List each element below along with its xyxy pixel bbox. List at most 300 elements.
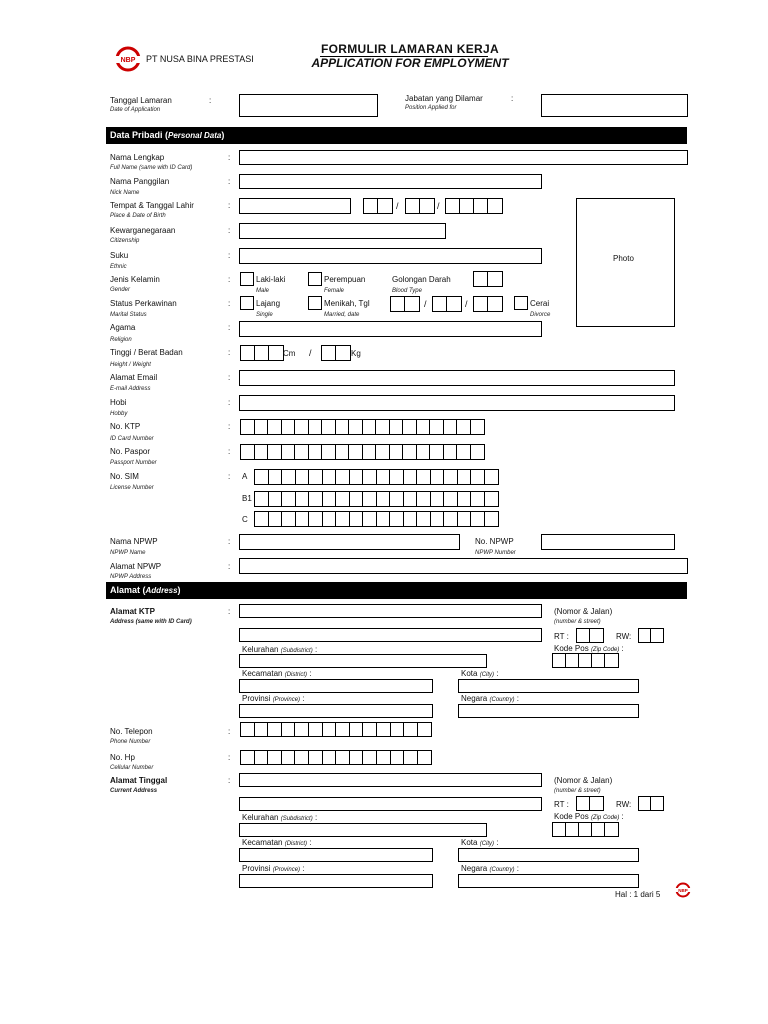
digit-cell[interactable] — [390, 420, 404, 434]
digit-cell[interactable] — [309, 420, 323, 434]
digit-cell[interactable] — [282, 445, 296, 459]
cur-rw-label: RW: — [616, 800, 632, 809]
colon: : — [228, 153, 231, 162]
digit-cell[interactable] — [488, 297, 502, 311]
digit-cell[interactable] — [433, 297, 447, 311]
digit-cell[interactable] — [592, 823, 605, 836]
digit-cell[interactable] — [255, 751, 269, 764]
ktp-country-input[interactable] — [458, 704, 639, 718]
digit-cell[interactable] — [474, 199, 488, 213]
ktp-rt-cells[interactable] — [576, 628, 604, 643]
npwp-addr-input[interactable] — [239, 558, 688, 574]
blood-sub: Blood Type — [392, 288, 422, 294]
digit-cell[interactable] — [431, 470, 445, 484]
digit-cell[interactable] — [363, 492, 377, 506]
slash: / — [465, 299, 468, 309]
digit-cell[interactable] — [460, 199, 474, 213]
digit-cell[interactable] — [241, 445, 255, 459]
ktp-rw-cells[interactable] — [638, 628, 664, 643]
digit-cell[interactable] — [268, 751, 282, 764]
cur-rw-cells[interactable] — [638, 796, 664, 811]
email-label: Alamat Email — [110, 373, 158, 382]
marital-label: Status Perkawinan — [110, 299, 177, 308]
digit-cell[interactable] — [417, 470, 431, 484]
nick-input[interactable] — [239, 174, 542, 189]
blood-cells[interactable] — [473, 271, 503, 287]
digit-cell[interactable] — [309, 492, 323, 506]
sim-c-label: C — [242, 515, 248, 524]
full-name-label: Nama Lengkap — [110, 153, 165, 162]
digit-cell[interactable] — [363, 445, 377, 459]
digit-cell[interactable] — [390, 512, 404, 526]
digit-cell[interactable] — [296, 470, 310, 484]
digit-cell[interactable] — [376, 420, 390, 434]
digit-cell[interactable] — [447, 297, 461, 311]
ktp-city-input[interactable] — [458, 679, 639, 693]
cur-zip-label: Kode Pos (Zip Code) : — [554, 812, 624, 821]
digit-cell[interactable] — [430, 445, 444, 459]
digit-cell[interactable] — [485, 512, 499, 526]
male-sub: Male — [256, 288, 270, 294]
digit-cell[interactable] — [404, 723, 418, 736]
npwp-name-input[interactable] — [239, 534, 460, 550]
cur-zip-cells[interactable] — [552, 822, 619, 837]
prov-label: Provinsi (Province) : — [242, 694, 305, 703]
digit-cell[interactable] — [471, 470, 485, 484]
digit-cell[interactable] — [269, 492, 283, 506]
digit-cell[interactable] — [336, 751, 350, 764]
digit-cell[interactable] — [420, 199, 434, 213]
digit-cell[interactable] — [579, 654, 592, 667]
female-checkbox[interactable] — [308, 272, 322, 286]
birth-place-input[interactable] — [239, 198, 351, 214]
ktp-zip-cells[interactable] — [552, 653, 619, 668]
digit-cell[interactable] — [391, 297, 405, 311]
cur-kec-input[interactable] — [239, 848, 433, 862]
cur-kec-label: Kecamatan (District) : — [242, 838, 312, 847]
cur-country-sub: (Country) — [489, 867, 515, 873]
digit-cell[interactable] — [446, 199, 460, 213]
digit-cell[interactable] — [322, 346, 336, 360]
npwp-no-input[interactable] — [541, 534, 675, 550]
digit-cell[interactable] — [417, 492, 431, 506]
digit-cell[interactable] — [377, 470, 391, 484]
digit-cell[interactable] — [269, 470, 283, 484]
digit-cell[interactable] — [417, 445, 431, 459]
digit-cell[interactable] — [444, 445, 458, 459]
colon: : — [511, 94, 514, 103]
cur-zip-sub: (Zip Code) — [590, 815, 620, 821]
colon: : — [228, 299, 231, 308]
ktp-kec-input[interactable] — [239, 679, 433, 693]
hobby-input[interactable] — [239, 395, 675, 411]
full-name-sub: Full Name (same with ID Card) — [110, 165, 193, 171]
position-input[interactable] — [541, 94, 688, 117]
kel-label: Kelurahan (Subdistrict) : — [242, 645, 318, 654]
cur-prov-sub: (Province) — [272, 867, 301, 873]
colon: : — [228, 562, 231, 571]
colon: : — [228, 472, 231, 481]
digit-cell[interactable] — [404, 470, 418, 484]
nick-sub: Nick Name — [110, 190, 140, 196]
digit-cell[interactable] — [309, 512, 323, 526]
married-label: Menikah, Tgl — [324, 299, 370, 308]
position-sub: Position Applied for — [405, 105, 457, 111]
digit-cell[interactable] — [605, 823, 618, 836]
digit-cell[interactable] — [391, 751, 405, 764]
digit-cell[interactable] — [444, 470, 458, 484]
single-label: Lajang — [256, 299, 281, 308]
digit-cell[interactable] — [444, 420, 458, 434]
digit-cell[interactable] — [295, 723, 309, 736]
birth-day-cells[interactable] — [363, 198, 393, 214]
digit-cell[interactable] — [241, 751, 255, 764]
section-personal: Data Pribadi (Personal Data) — [106, 127, 687, 144]
digit-cell[interactable] — [391, 723, 405, 736]
digit-cell[interactable] — [336, 492, 350, 506]
footer-logo — [674, 882, 692, 898]
digit-cell[interactable] — [377, 751, 391, 764]
digit-cell[interactable] — [309, 470, 323, 484]
digit-cell[interactable] — [418, 723, 432, 736]
digit-cell[interactable] — [377, 492, 391, 506]
divorce-label: Cerai — [530, 299, 550, 308]
married-year-cells[interactable] — [473, 296, 503, 312]
digit-cell[interactable] — [377, 723, 391, 736]
digit-cell[interactable] — [431, 492, 445, 506]
digit-cell[interactable] — [474, 272, 488, 286]
digit-cell[interactable] — [282, 470, 296, 484]
sim-label: No. SIM — [110, 472, 139, 481]
single-checkbox[interactable] — [240, 296, 254, 310]
religion-input[interactable] — [239, 321, 542, 337]
digit-cell[interactable] — [553, 823, 566, 836]
digit-cell[interactable] — [336, 512, 350, 526]
npwp-no-label: No. NPWP — [475, 537, 514, 546]
colon: : — [209, 96, 212, 105]
country-sub: (Country) — [489, 697, 515, 703]
page-number: Hal : 1 dari 5 — [615, 890, 661, 899]
digit-cell[interactable] — [471, 445, 485, 459]
birth-label: Tempat & Tanggal Lahir — [110, 201, 194, 210]
slash: / — [309, 348, 312, 358]
kg-label: Kg — [351, 349, 361, 358]
full-name-input[interactable] — [239, 150, 688, 165]
form-title: FORMULIR LAMARAN KERJA — [321, 42, 499, 56]
slash: / — [396, 201, 399, 211]
city-sub: (City) — [479, 672, 495, 678]
city-label: Kota (City) : — [461, 669, 499, 678]
colon: : — [228, 348, 231, 357]
passport-cells[interactable] — [240, 444, 485, 460]
ktp-street-input-2[interactable] — [239, 628, 542, 642]
ktp-cells[interactable] — [240, 419, 485, 435]
digit-cell[interactable] — [605, 654, 618, 667]
digit-cell[interactable] — [350, 512, 364, 526]
nick-label: Nama Panggilan — [110, 177, 170, 186]
digit-cell[interactable] — [566, 823, 579, 836]
footer-logo-icon — [674, 882, 692, 898]
logo-icon — [112, 46, 144, 72]
digit-cell[interactable] — [255, 512, 269, 526]
kel-sub: (Subdistrict) — [280, 648, 313, 654]
digit-cell[interactable] — [268, 445, 282, 459]
cur-kec-text: Kecamatan — [242, 838, 283, 847]
digit-cell[interactable] — [363, 470, 377, 484]
sim-a-label: A — [242, 472, 248, 481]
digit-cell[interactable] — [255, 723, 269, 736]
digit-cell[interactable] — [350, 470, 364, 484]
zip-label: Kode Pos (Zip Code) : — [554, 644, 624, 653]
current-addr-sub: Current Address — [110, 788, 158, 794]
cur-country-label: Negara (Country) : — [461, 864, 519, 873]
digit-cell[interactable] — [241, 420, 255, 434]
digit-cell[interactable] — [350, 492, 364, 506]
weight-cells[interactable] — [321, 345, 351, 361]
slash: / — [437, 201, 440, 211]
digit-cell[interactable] — [241, 346, 255, 360]
digit-cell[interactable] — [269, 346, 283, 360]
colon: : — [228, 398, 231, 407]
digit-cell[interactable] — [457, 420, 471, 434]
digit-cell[interactable] — [405, 297, 419, 311]
digit-cell[interactable] — [364, 199, 378, 213]
digit-cell[interactable] — [444, 512, 458, 526]
blood-label: Golongan Darah — [392, 275, 451, 284]
digit-cell[interactable] — [323, 512, 337, 526]
digit-cell[interactable] — [336, 420, 350, 434]
cur-street-input[interactable] — [239, 773, 542, 787]
digit-cell[interactable] — [639, 797, 651, 810]
digit-cell[interactable] — [430, 420, 444, 434]
ktp-kel-input[interactable] — [239, 654, 487, 668]
rt-label: RT : — [554, 632, 569, 641]
digit-cell[interactable] — [403, 420, 417, 434]
digit-cell[interactable] — [651, 797, 663, 810]
digit-cell[interactable] — [404, 492, 418, 506]
digit-cell[interactable] — [255, 346, 269, 360]
digit-cell[interactable] — [349, 420, 363, 434]
digit-cell[interactable] — [255, 420, 269, 434]
digit-cell[interactable] — [350, 751, 364, 764]
digit-cell[interactable] — [577, 629, 590, 642]
digit-cell[interactable] — [376, 445, 390, 459]
digit-cell[interactable] — [296, 512, 310, 526]
digit-cell[interactable] — [417, 420, 431, 434]
digit-cell[interactable] — [431, 512, 445, 526]
digit-cell[interactable] — [282, 723, 296, 736]
sim-c-cells[interactable] — [254, 511, 499, 527]
colon: : — [228, 226, 231, 235]
digit-cell[interactable] — [255, 492, 269, 506]
colon: : — [228, 776, 231, 785]
digit-cell[interactable] — [295, 751, 309, 764]
cur-prov-input[interactable] — [239, 874, 433, 888]
digit-cell[interactable] — [309, 445, 323, 459]
sim-b1-label: B1 — [242, 494, 252, 503]
digit-cell[interactable] — [403, 445, 417, 459]
digit-cell[interactable] — [377, 512, 391, 526]
digit-cell[interactable] — [296, 492, 310, 506]
digit-cell[interactable] — [417, 512, 431, 526]
height-cells[interactable] — [240, 345, 284, 361]
cur-country-text: Negara — [461, 864, 488, 873]
digit-cell[interactable] — [269, 512, 283, 526]
digit-cell[interactable] — [309, 751, 323, 764]
digit-cell[interactable] — [590, 629, 603, 642]
digit-cell[interactable] — [404, 751, 418, 764]
digit-cell[interactable] — [323, 470, 337, 484]
digit-cell[interactable] — [323, 751, 337, 764]
ktp-street-input[interactable] — [239, 604, 542, 618]
digit-cell[interactable] — [268, 420, 282, 434]
divorce-sub: Divorce — [530, 312, 551, 318]
digit-cell[interactable] — [255, 445, 269, 459]
married-checkbox[interactable] — [308, 296, 322, 310]
section-personal-title-en: Personal Data — [168, 131, 222, 140]
digit-cell[interactable] — [282, 420, 296, 434]
phone-cells[interactable] — [240, 722, 432, 737]
digit-cell[interactable] — [418, 751, 432, 764]
digit-cell[interactable] — [282, 751, 296, 764]
company-logo — [112, 46, 144, 72]
digit-cell[interactable] — [322, 445, 336, 459]
street-sub: (number & street) — [554, 619, 601, 625]
digit-cell[interactable] — [336, 346, 350, 360]
digit-cell[interactable] — [471, 492, 485, 506]
digit-cell[interactable] — [378, 199, 392, 213]
digit-cell[interactable] — [404, 512, 418, 526]
citizen-input[interactable] — [239, 223, 446, 239]
zip-text: Kode Pos — [554, 644, 589, 653]
city-text: Kota — [461, 669, 478, 678]
digit-cell[interactable] — [241, 723, 255, 736]
divorce-checkbox[interactable] — [514, 296, 528, 310]
company-name: PT NUSA BINA PRESTASI — [146, 54, 254, 64]
ethnic-input[interactable] — [239, 248, 542, 264]
date-input[interactable] — [239, 94, 378, 117]
digit-cell[interactable] — [363, 420, 377, 434]
digit-cell[interactable] — [488, 272, 502, 286]
digit-cell[interactable] — [639, 629, 651, 642]
digit-cell[interactable] — [471, 512, 485, 526]
digit-cell[interactable] — [553, 654, 566, 667]
digit-cell[interactable] — [323, 492, 337, 506]
digit-cell[interactable] — [363, 723, 377, 736]
colon: : — [228, 201, 231, 210]
date-sub: Date of Application — [110, 107, 161, 113]
height-sub: Height / Weight — [110, 362, 151, 368]
kec-text: Kecamatan — [242, 669, 283, 678]
cur-street-sub: (number & street) — [554, 788, 601, 794]
digit-cell[interactable] — [444, 492, 458, 506]
cur-city-sub: (City) — [479, 841, 495, 847]
sim-a-cells[interactable] — [254, 469, 499, 485]
sim-b1-cells[interactable] — [254, 491, 499, 507]
citizen-sub: Citizenship — [110, 238, 140, 244]
digit-cell[interactable] — [350, 723, 364, 736]
digit-cell[interactable] — [566, 654, 579, 667]
height-label: Tinggi / Berat Badan — [110, 348, 183, 357]
married-sub: Married, date — [324, 312, 360, 318]
digit-cell[interactable] — [295, 420, 309, 434]
email-sub: E-mail Address — [110, 386, 151, 392]
cur-kel-text: Kelurahan — [242, 813, 279, 822]
cur-country-input[interactable] — [458, 874, 639, 888]
digit-cell[interactable] — [592, 654, 605, 667]
svg-text:NBP: NBP — [678, 888, 688, 893]
digit-cell[interactable] — [458, 512, 472, 526]
male-label: Laki-laki — [256, 275, 286, 284]
digit-cell[interactable] — [457, 445, 471, 459]
digit-cell[interactable] — [390, 470, 404, 484]
colon: : — [228, 753, 231, 762]
digit-cell[interactable] — [363, 512, 377, 526]
digit-cell[interactable] — [322, 420, 336, 434]
digit-cell[interactable] — [255, 470, 269, 484]
birth-month-cells[interactable] — [405, 198, 435, 214]
digit-cell[interactable] — [309, 723, 323, 736]
digit-cell[interactable] — [458, 492, 472, 506]
position-label: Jabatan yang Dilamar — [405, 94, 483, 103]
digit-cell[interactable] — [485, 492, 499, 506]
cur-street-input-2[interactable] — [239, 797, 542, 811]
digit-cell[interactable] — [406, 199, 420, 213]
digit-cell[interactable] — [458, 470, 472, 484]
digit-cell[interactable] — [336, 723, 350, 736]
ktp-label: No. KTP — [110, 422, 141, 431]
digit-cell[interactable] — [579, 823, 592, 836]
digit-cell[interactable] — [363, 751, 377, 764]
digit-cell[interactable] — [323, 723, 337, 736]
digit-cell[interactable] — [590, 797, 603, 810]
ktp-addr-sub: Address (same with ID Card) — [110, 619, 192, 625]
digit-cell[interactable] — [349, 445, 363, 459]
digit-cell[interactable] — [577, 797, 590, 810]
ktp-prov-input[interactable] — [239, 704, 433, 718]
male-checkbox[interactable] — [240, 272, 254, 286]
digit-cell[interactable] — [651, 629, 663, 642]
digit-cell[interactable] — [390, 445, 404, 459]
digit-cell[interactable] — [471, 420, 485, 434]
cur-rt-cells[interactable] — [576, 796, 604, 811]
email-input[interactable] — [239, 370, 675, 386]
digit-cell[interactable] — [474, 297, 488, 311]
hp-sub: Cellular Number — [110, 765, 154, 771]
prov-sub: (Province) — [272, 697, 301, 703]
digit-cell[interactable] — [336, 445, 350, 459]
digit-cell[interactable] — [336, 470, 350, 484]
svg-text:NBP: NBP — [120, 57, 136, 64]
country-label: Negara (Country) : — [461, 694, 519, 703]
hp-cells[interactable] — [240, 750, 432, 765]
married-day-cells[interactable] — [390, 296, 420, 312]
section-personal-title: Data Pribadi — [110, 130, 163, 140]
cur-city-label: Kota (City) : — [461, 838, 499, 847]
digit-cell[interactable] — [282, 512, 296, 526]
digit-cell[interactable] — [295, 445, 309, 459]
cur-kel-input[interactable] — [239, 823, 487, 837]
birth-year-cells[interactable] — [445, 198, 503, 214]
digit-cell[interactable] — [485, 470, 499, 484]
digit-cell[interactable] — [268, 723, 282, 736]
digit-cell[interactable] — [282, 492, 296, 506]
married-month-cells[interactable] — [432, 296, 462, 312]
prov-text: Provinsi — [242, 694, 271, 703]
cur-city-input[interactable] — [458, 848, 639, 862]
digit-cell[interactable] — [488, 199, 502, 213]
digit-cell[interactable] — [390, 492, 404, 506]
